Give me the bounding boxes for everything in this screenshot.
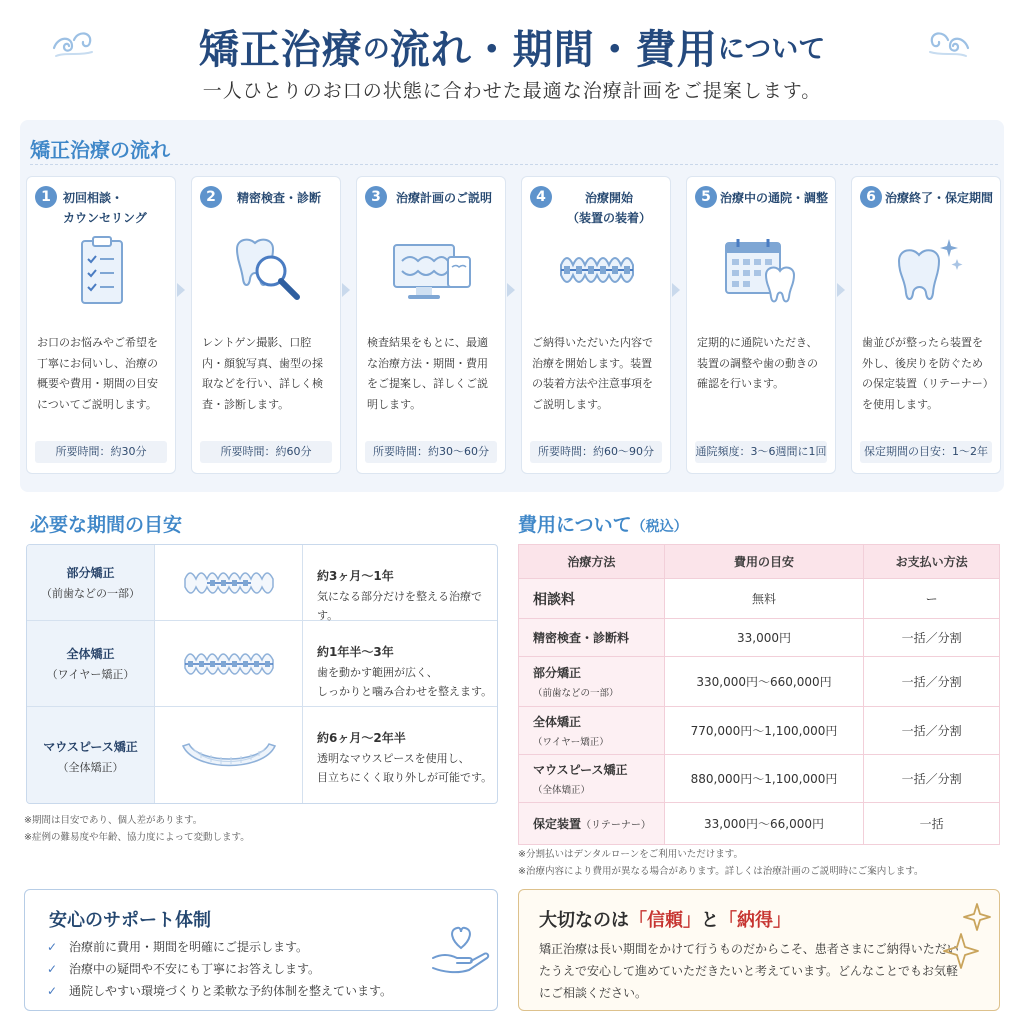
note-line: ※期間は目安であり、個人差があります。 <box>24 815 203 826</box>
support-title: 安心のサポート体制 <box>49 910 211 931</box>
trust-box <box>518 889 1000 1011</box>
check-icon: ✓ <box>47 962 58 976</box>
step-title: 精密検査・診断 <box>236 191 321 205</box>
support-list <box>47 936 392 1002</box>
period-section-title: 必要な期間の目安 <box>30 514 183 536</box>
fee-title-sub: （税込） <box>631 519 688 535</box>
title-part: 流れ・期間・費用 <box>389 25 718 73</box>
sparkling-tooth-icon <box>887 235 967 309</box>
treatment-name-cell <box>27 545 155 620</box>
flow-step-4 <box>521 176 671 474</box>
treatment-name-cell <box>27 621 155 706</box>
list-item <box>47 980 392 1002</box>
method-cell <box>519 579 665 619</box>
treatment-sub: （ワイヤー矯正） <box>46 668 135 681</box>
calendar-tooth-icon <box>722 235 802 309</box>
table-row <box>519 619 1000 657</box>
treatment-duration: 約3ヶ月〜1年 <box>317 569 394 583</box>
treatment-duration: 約1年半〜3年 <box>317 645 394 659</box>
treatment-image-cell <box>155 545 303 620</box>
method-name: 全体矯正 <box>533 715 582 729</box>
step-number: 5 <box>695 186 717 208</box>
note-line: ※症例の難易度や年齢、協力度によって変動します。 <box>24 832 250 843</box>
table-row <box>519 657 1000 707</box>
trust-title <box>539 906 791 932</box>
treatment-name-cell <box>27 707 155 804</box>
method-name: 精密検査・診断料 <box>533 631 630 645</box>
flow-step-5 <box>686 176 836 474</box>
table-row <box>27 545 498 621</box>
fee-notes <box>518 846 923 880</box>
step-description: お口のお悩みやご希望を丁寧にお伺いし、治療の概要や費用・期間の目安についてご説明します。 <box>37 336 158 411</box>
period-notes <box>24 812 250 846</box>
method-cell <box>519 803 665 845</box>
fee-section-title <box>518 510 688 537</box>
page-subtitle: 一人ひとりのお口の状態に合わせた最適な治療計画をご提案します。 <box>202 80 822 102</box>
method-name: 相談料 <box>533 591 575 608</box>
method-name: マウスピース矯正 <box>533 763 628 777</box>
payment-cell: ー <box>864 579 1000 619</box>
method-sub: （リテーナー） <box>581 820 651 831</box>
cost-cell: 330,000円〜660,000円 <box>664 657 864 707</box>
cost-cell: 33,000円〜66,000円 <box>664 803 864 845</box>
table-row <box>519 755 1000 803</box>
step-time: 所要時間：約60分 <box>200 441 332 463</box>
cost-cell: 無料 <box>664 579 864 619</box>
step-time: 通院頻度：3〜6週間に1回 <box>695 441 827 463</box>
check-icon: ✓ <box>47 984 58 998</box>
title-part: 矯正治療 <box>198 25 363 73</box>
step-title: 治療計画のご説明 <box>395 191 492 205</box>
method-sub: （全体矯正） <box>533 785 591 796</box>
fee-table <box>518 544 1000 845</box>
chevron-right-icon <box>506 282 516 298</box>
treatment-duration: 約6ヶ月〜2年半 <box>317 731 406 745</box>
step-number: 6 <box>860 186 882 208</box>
sparkle-icon <box>943 900 993 980</box>
cost-cell: 880,000円〜1,100,000円 <box>664 755 864 803</box>
treatment-name: 全体矯正 <box>66 647 115 661</box>
trust-title-part: と <box>701 910 719 931</box>
tooth-magnifier-icon <box>227 235 307 309</box>
step-time: 所要時間：約30〜60分 <box>365 441 497 463</box>
treatment-description: 歯を動かす範囲が広く、 しっかりと噛み合わせを整えます。 <box>317 666 493 698</box>
page-title <box>0 12 1024 80</box>
treatment-detail <box>317 643 493 701</box>
fee-title: 費用について <box>518 514 632 536</box>
column-header: 治療方法 <box>519 545 665 579</box>
treatment-image-cell <box>155 621 303 706</box>
divider <box>30 164 998 165</box>
step-description: ご納得いただいた内容で治療を開始します。装置の装着方法や注意事項をご説明します。 <box>532 336 653 411</box>
note-line: ※分割払いはデンタルローンをご利用いただけます。 <box>518 849 743 860</box>
cost-cell: 33,000円 <box>664 619 864 657</box>
chevron-right-icon <box>836 282 846 298</box>
step-time: 所要時間：約60〜90分 <box>530 441 662 463</box>
title-connector: について <box>717 33 826 65</box>
method-cell <box>519 707 665 755</box>
table-row <box>519 803 1000 845</box>
list-item <box>47 936 392 958</box>
treatment-description: 透明なマウスピースを使用し、 目立ちにくく取り外しが可能です。 <box>317 752 493 784</box>
step-title: 治療終了・保定期間 <box>884 191 993 205</box>
period-table <box>26 544 498 804</box>
method-cell <box>519 657 665 707</box>
decorative-swirl-icon <box>926 26 972 62</box>
support-box <box>24 889 498 1011</box>
method-cell <box>519 619 665 657</box>
flow-step-2 <box>191 176 341 474</box>
flow-step-3 <box>356 176 506 474</box>
step-number: 4 <box>530 186 552 208</box>
step-time: 所要時間：約30分 <box>35 441 167 463</box>
step-description: 定期的に通院いただき、装置の調整や歯の動きの確認を行います。 <box>697 336 818 390</box>
step-description: 歯並びが整ったら装置を外し、後戻りを防ぐための保定装置（リテーナー）を使用します。 <box>862 336 989 411</box>
treatment-image-cell <box>155 707 303 804</box>
payment-cell: 一括 <box>864 803 1000 845</box>
column-header: お支払い方法 <box>864 545 1000 579</box>
list-item-text: 通院しやすい環境づくりと柔軟な予約体制を整えています。 <box>69 984 393 998</box>
table-row <box>519 707 1000 755</box>
wire-braces-icon <box>179 644 279 684</box>
payment-cell: 一括／分割 <box>864 619 1000 657</box>
braces-teeth-icon <box>557 235 637 309</box>
payment-cell: 一括／分割 <box>864 657 1000 707</box>
treatment-name: 部分矯正 <box>66 566 115 580</box>
treatment-detail <box>317 729 493 787</box>
step-description: レントゲン撮影、口腔内・顔貌写真、歯型の採取などを行い、詳しく検査・診断します。 <box>202 336 323 411</box>
step-time: 保定期間の目安：1〜2年 <box>860 441 992 463</box>
chevron-right-icon <box>176 282 186 298</box>
treatment-sub: （全体矯正） <box>57 760 124 774</box>
step-number: 1 <box>35 186 57 208</box>
table-row <box>27 707 498 804</box>
treatment-detail <box>317 567 493 625</box>
clipboard-checklist-icon <box>62 235 142 309</box>
chevron-right-icon <box>341 282 351 298</box>
check-icon: ✓ <box>47 940 58 954</box>
step-description: 検査結果をもとに、最適な治療方法・期間・費用をご提案し、詳しくご説明します。 <box>367 336 488 411</box>
step-title: 治療中の通院・調整 <box>719 191 828 205</box>
note-line: ※治療内容により費用が異なる場合があります。詳しくは治療計画のご説明時にご案内します。 <box>518 866 924 877</box>
trust-body: 矯正治療は長い期間をかけて行うものだからこそ、患者さまにご納得いただいたうえで安心して進めていただきたいと考えています。どんなことでもお気軽にご相談ください。 <box>539 942 959 1000</box>
step-title: 初回相談・ カウンセリング <box>63 191 147 225</box>
treatment-sub: （前歯などの一部） <box>41 587 140 600</box>
aligner-icon <box>179 736 279 776</box>
flow-section-title: 矯正治療の流れ <box>30 138 170 162</box>
method-cell <box>519 755 665 803</box>
heart-hand-icon <box>429 924 493 976</box>
flow-step-6 <box>851 176 1001 474</box>
trust-title-part: 大切なのは <box>539 910 629 931</box>
treatment-name: マウスピース矯正 <box>43 739 138 754</box>
flow-step-1 <box>26 176 176 474</box>
method-sub: （ワイヤー矯正） <box>533 737 609 748</box>
payment-cell: 一括／分割 <box>864 755 1000 803</box>
list-item-text: 治療中の疑問や不安にも丁寧にお答えします。 <box>69 962 321 976</box>
title-connector: の <box>362 33 390 65</box>
chevron-right-icon <box>671 282 681 298</box>
step-title: 治療開始 （装置の装着） <box>566 191 651 225</box>
partial-braces-icon <box>179 563 279 603</box>
table-row <box>27 621 498 707</box>
treatment-description: 気になる部分だけを整える治療です。 <box>317 590 482 622</box>
trust-keyword: 「信頼」 <box>629 910 701 931</box>
column-header: 費用の目安 <box>664 545 864 579</box>
list-item <box>47 958 392 980</box>
method-name: 部分矯正 <box>533 666 582 680</box>
step-number: 2 <box>200 186 222 208</box>
cost-cell: 770,000円〜1,100,000円 <box>664 707 864 755</box>
table-row <box>519 579 1000 619</box>
list-item-text: 治療前に費用・期間を明確にご提示します。 <box>69 940 309 954</box>
step-number: 3 <box>365 186 387 208</box>
payment-cell: 一括／分割 <box>864 707 1000 755</box>
method-name: 保定装置 <box>533 817 582 831</box>
table-header-row <box>519 545 1000 579</box>
trust-keyword: 「納得」 <box>719 910 791 931</box>
method-sub: （前歯などの一部） <box>533 688 619 699</box>
monitor-teeth-icon <box>392 235 472 309</box>
